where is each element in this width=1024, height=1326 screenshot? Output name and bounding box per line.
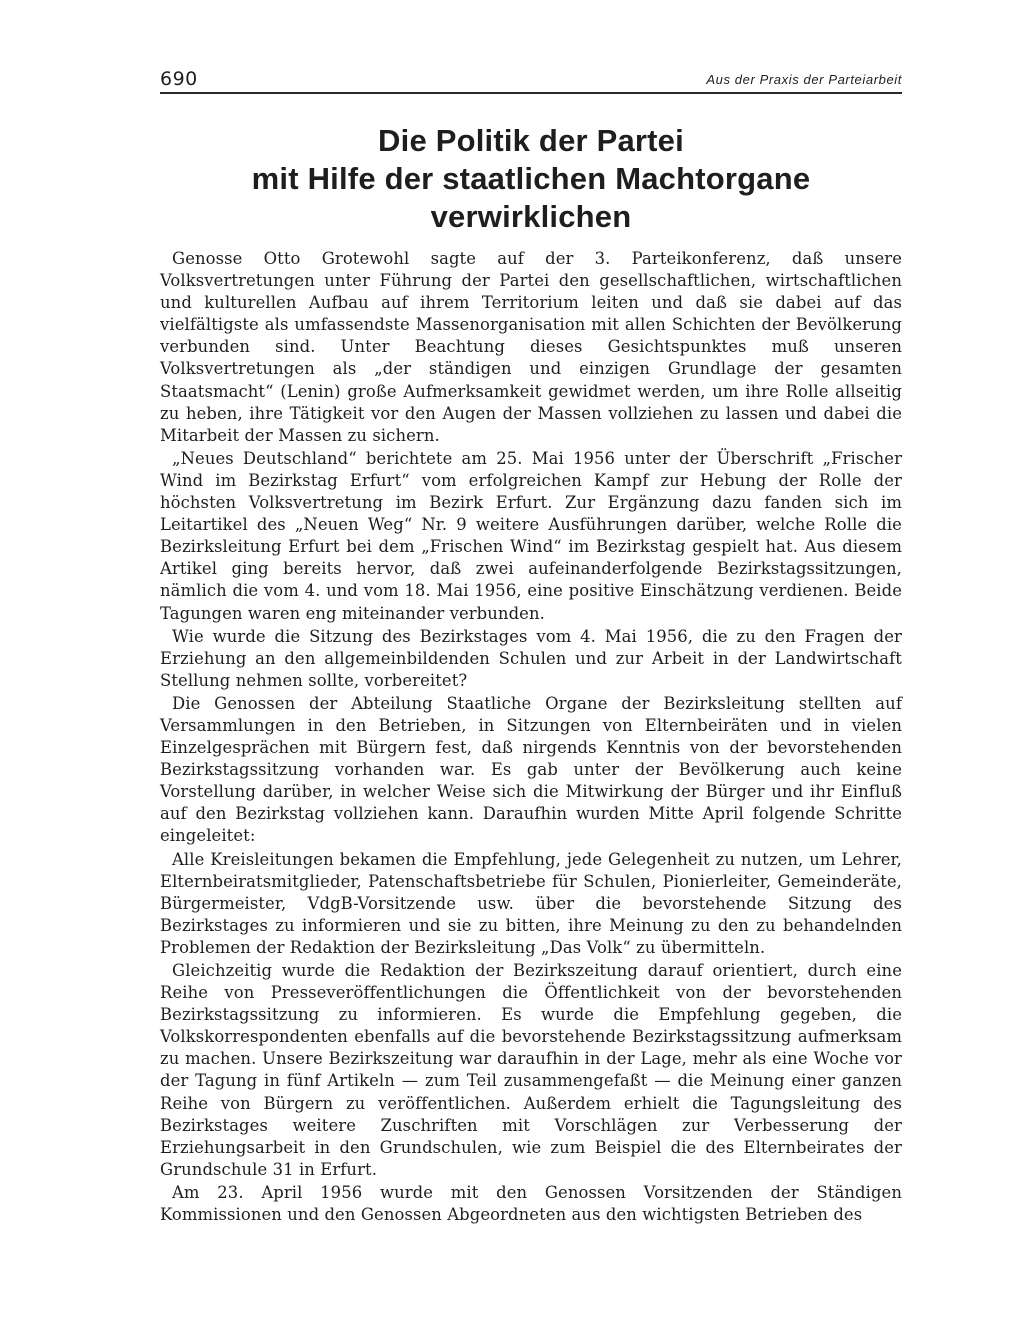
paragraph: Die Genossen der Abteilung Staatliche Organe der Bezirksleitung stellten auf Versammlungen in den Betrieben, in Sitzungen von Elternbeiräten und in vielen Einzelgesprächen mit Bürgern fest, daß nirgends Kenntnis von der bevorstehenden Bezirkstagssitzung vorhanden war. Es gab unter der Bevölkerung auch keine Vorstellung darüber, in welcher Weise sich die Mitwirkung der Bürger und ihr Einfluß auf den Bezirkstag vollziehen kann. Daraufhin wurden Mitte April folgende Schritte eingeleitet: [160,693,902,846]
paragraph: Genosse Otto Grotewohl sagte auf der 3. Parteikonferenz, daß unsere Volksvertretungen unter Führung der Partei den gesellschaftlichen, wirtschaftlichen und kulturellen Aufbau auf ihrem Territorium leiten und daß sie dabei auf das vielfältigste als umfassendste Massenorganisation mit allen Schichten der Bevölkerung verbunden sind. Unter Beachtung dieses Gesichtspunktes muß unseren Volksvertretungen als „der ständigen und einzigen Grundlage der gesamten Staatsmacht“ (Lenin) große Aufmerksamkeit gewidmet werden, um ihre Rolle allseitig zu heben, ihre Tätigkeit vor den Augen der Massen vollziehen zu lassen und dabei die Mitarbeit der Massen zu sichern. [160,249,902,445]
article-title-line-1: Die Politik der Partei [378,123,684,158]
paragraph: Gleichzeitig wurde die Redaktion der Bezirkszeitung darauf orientiert, durch eine Reihe von Presseveröffentlichungen die Öffentlichkeit von der bevorstehenden Bezirkstagssitzung zu informieren. Es wurde die Empfehlung gegeben, die Volkskorrespondenten ebenfalls auf die bevorstehende Bezirkstagssitzung aufmerksam zu machen. Unsere Bezirkszeitung war daraufhin in der Lage, mehr als eine Woche vor der Tagung in fünf Artikeln — zum Teil zusammengefaßt — die Meinung einer ganzen Reihe von Bürgern zu veröffentlichen. Außerdem erhielt die Tagungsleitung des Bezirkstages weitere Zuschriften mit Vorschlägen zur Verbesserung der Erziehungsarbeit in den Grundschulen, wie zum Beispiel die des Elternbeirates der Grundschule 31 in Erfurt. [160,961,902,1179]
paragraph: Am 23. April 1956 wurde mit den Genossen Vorsitzenden der Ständigen Kommissionen und den Genossen Abgeordneten aus den wichtigsten Betrieben des [160,1182,902,1225]
article-title-line-2: mit Hilfe der staatlichen Machtorgane verwirklichen [251,161,811,234]
section-title: Aus der Praxis der Parteiarbeit [706,72,902,87]
running-header [160,66,902,94]
paragraph: Alle Kreisleitungen bekamen die Empfehlung, jede Gelegenheit zu nutzen, um Lehrer, Elternbeiratsmitglieder, Patenschaftsbetriebe für Schulen, Pionierleiter, Gemeinderäte, Bürgermeister, VdgB-Vorsitzende usw. über die bevorstehende Sitzung des Bezirkstages zu informieren und sie zu bitten, ihre Meinung zu den zu behandelnden Problemen der Redaktion der Bezirksleitung „Das Volk“ zu übermitteln. [160,849,902,957]
article-title [160,122,902,236]
paragraph: „Neues Deutschland“ berichtete am 25. Mai 1956 unter der Überschrift „Frischer Wind im Bezirkstag Erfurt“ vom erfolgreichen Kampf zur Hebung der Rolle der höchsten Volksvertretung im Bezirk Erfurt. Zur Ergänzung dazu fanden sich im Leitartikel des „Neuen Weg“ Nr. 9 weitere Ausführungen darüber, welche Rolle die Bezirksleitung Erfurt bei dem „Frischen Wind“ im Bezirkstag gespielt hat. Aus diesem Artikel ging bereits hervor, daß zwei aufeinanderfolgende Bezirkstagssitzungen, nämlich die vom 4. und vom 18. Mai 1956, eine positive Einschätzung verdienen. Beide Tagungen waren eng miteinander verbunden. [160,448,902,623]
paragraph: Wie wurde die Sitzung des Bezirkstages vom 4. Mai 1956, die zu den Fragen der Erziehung an den allgemeinbildenden Schulen und zur Arbeit in der Landwirtschaft Stellung nehmen sollte, vorbereitet? [160,626,902,690]
article-body [160,248,902,1226]
page-number: 690 [160,68,198,90]
document-page [160,66,902,1227]
